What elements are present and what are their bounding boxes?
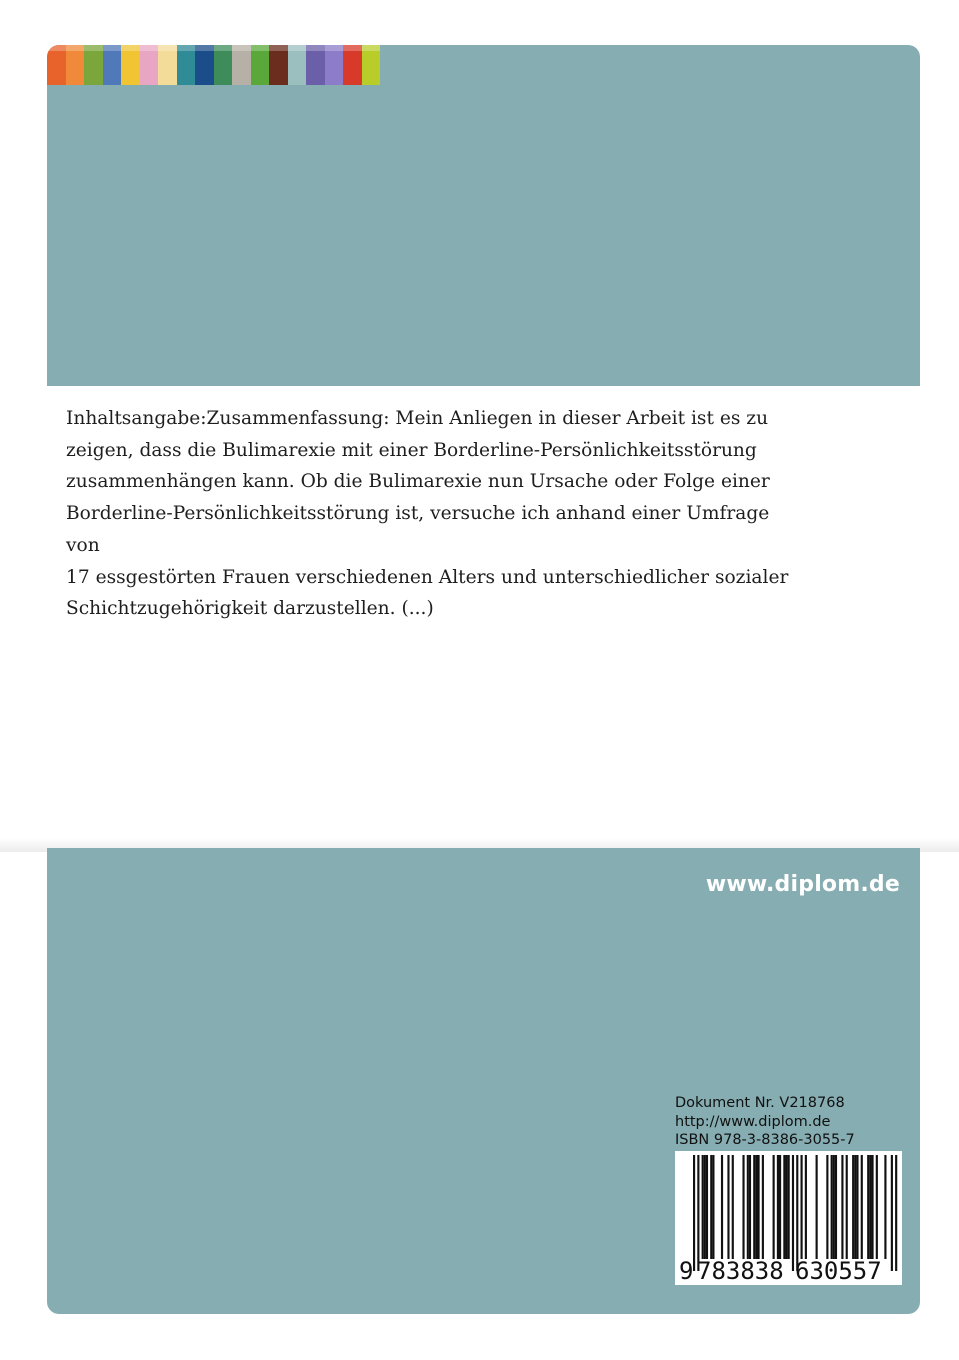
barcode-bar [846, 1155, 848, 1259]
publisher-url: http://www.diplom.de [675, 1113, 831, 1130]
color-tab [195, 45, 214, 85]
barcode-bar [801, 1155, 803, 1259]
color-tab [232, 45, 251, 85]
barcode-bar [841, 1155, 843, 1259]
barcode-bar [779, 1155, 781, 1259]
barcode-bar [861, 1155, 863, 1259]
barcode-bar [871, 1155, 873, 1259]
barcode-bar [773, 1155, 775, 1259]
color-tab [47, 45, 66, 85]
barcode-bar [884, 1155, 886, 1259]
barcode-bar [854, 1155, 856, 1259]
barcode-bar [753, 1155, 755, 1259]
barcode-bar [704, 1155, 706, 1259]
barcode-bar [749, 1155, 751, 1259]
barcode-bar [805, 1155, 807, 1259]
barcode-bar [876, 1155, 878, 1259]
isbn-label: ISBN 978-3-8386-3055-7 [675, 1132, 855, 1148]
barcode-bar [856, 1155, 858, 1259]
color-tab [325, 45, 344, 85]
barcode-bar [742, 1155, 744, 1259]
cover-bottom-panel [47, 848, 920, 1314]
barcode-bar [727, 1155, 729, 1259]
barcode-bar [826, 1155, 828, 1259]
barcode-guard-bar [891, 1155, 893, 1271]
barcode-bar [777, 1155, 779, 1259]
barcode-guard-bar [697, 1155, 699, 1271]
color-tab [121, 45, 140, 85]
barcode-guard-bar [796, 1155, 798, 1271]
barcode-bar [758, 1155, 760, 1259]
summary-line: zusammenhängen kann. Ob die Bulimarexie nun Ursache oder Folge einer [66, 471, 770, 493]
summary-line: Inhaltsangabe:Zusammenfassung: Mein Anliegen in dieser Arbeit ist es zu [66, 408, 769, 429]
color-tab [306, 45, 325, 85]
barcode-digits-right: 630557 [795, 1257, 882, 1285]
barcode-bar [852, 1155, 854, 1259]
barcode-bar [785, 1155, 787, 1259]
barcode-guard-bar [895, 1155, 897, 1271]
barcode-bar [867, 1155, 869, 1259]
publisher-website: www.diplom.de [705, 872, 900, 897]
document-number: Dokument Nr. V218768 [675, 1095, 845, 1111]
barcode-bar [721, 1155, 723, 1259]
barcode-guard-bar [693, 1155, 695, 1271]
barcode-bar [831, 1155, 833, 1259]
summary-line: 17 essgestörten Frauen verschiedenen Alters und unterschiedlicher sozialer [66, 566, 789, 588]
cover-top-panel [47, 45, 920, 386]
barcode-digits-left: 783838 [697, 1257, 784, 1285]
color-tab [251, 45, 270, 85]
barcode-bar [783, 1155, 785, 1259]
color-tab [140, 45, 159, 85]
barcode-bar [835, 1155, 837, 1259]
summary-line: zeigen, dass die Bulimarexie mit einer Borderline-Persönlichkeitsstörung [66, 439, 757, 461]
barcode-bar [869, 1155, 871, 1259]
barcode-bar [702, 1155, 704, 1259]
color-tab [362, 45, 381, 85]
color-tab [288, 45, 307, 85]
barcode-bar [755, 1155, 757, 1259]
barcode-graphic [675, 1151, 902, 1285]
barcode-bar [712, 1155, 714, 1259]
document-info [675, 1094, 855, 1150]
barcode-bar [710, 1155, 712, 1259]
color-tab [84, 45, 103, 85]
color-tab [343, 45, 362, 85]
color-tab [66, 45, 85, 85]
barcode-guard-bar [792, 1155, 794, 1271]
summary-line: Borderline-Persönlichkeitsstörung ist, versuche ich anhand einer Umfrage von [66, 503, 770, 556]
barcode-bar [762, 1155, 764, 1259]
barcode-bar [706, 1155, 708, 1259]
barcode-digit-first: 9 [679, 1257, 694, 1285]
color-tab [269, 45, 288, 85]
summary-line: Schichtzugehörigkeit darzustellen. (...) [66, 598, 434, 620]
color-tab [214, 45, 233, 85]
color-tab [158, 45, 177, 85]
summary-text [66, 403, 806, 625]
barcode-bar [788, 1155, 790, 1259]
barcode-bar [833, 1155, 835, 1259]
barcode-bar [747, 1155, 749, 1259]
barcode [675, 1151, 902, 1285]
color-tab-strip [47, 45, 380, 85]
barcode-bar [732, 1155, 734, 1259]
barcode-bar [816, 1155, 818, 1259]
color-tab [177, 45, 196, 85]
color-tab [103, 45, 122, 85]
